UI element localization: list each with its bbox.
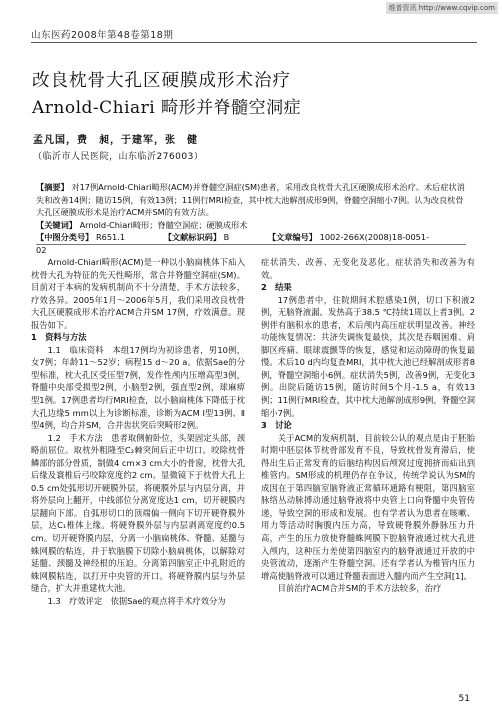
keywords-text: Arnold-Chiari畸形；脊髓空洞症；硬膜成形术	[79, 219, 248, 230]
section-heading: 1 资料与方法	[31, 332, 87, 343]
article-title-cn: 改良枕骨大孔区硬膜成形术治疗	[32, 71, 291, 91]
abstract	[36, 181, 466, 219]
clc-field: 【中图分类号】 R651.1	[36, 232, 126, 242]
keywords	[36, 219, 466, 232]
header-rule	[31, 42, 477, 43]
body-column-right	[261, 256, 475, 595]
paragraph: 症状消失、改善、无变化及恶化。症状消失和改善为有效。	[261, 257, 475, 280]
authors: 孟凡国，费 昶，于建军，张 健	[33, 135, 198, 146]
section-heading: 3 讨论	[261, 420, 292, 431]
paragraph: 目前治疗ACM合并SM的手术方法较多，治疗	[277, 583, 442, 594]
article-number-field: 【文章编号】 1002-266X(2008)18-0051-02	[36, 232, 430, 255]
section-heading: 2 结果	[261, 282, 292, 293]
paragraph: 1.3 疗效评定 依据Sae的观点将手术疗效分为	[47, 595, 226, 606]
abstract-rule	[36, 244, 466, 245]
paragraph: 17例患者中，住院期间术腔感染1例，切口下积液2例，无脑脊液漏。发热高于38.5 ℃持续1周以上者3例。2例伴有脑积水的患者，术后颅内高压症状明显改善。神经功能恢复情况：共济失调恢复最快，其次是吞咽困难、肩脚区疼痛、眼球震颤等的恢复，感觉和运动障碍的恢复最慢。术后10 d内均复查MRI，其中枕大池已经解剖成形者8例，脊髓空洞缩小6例。症状消失5例，改善9例，无变化3例。出院后随访15例，随访时间5个月-1.5 a，有效13例；11例行MRI检查，其中枕大池解剖成形9例，脊髓空洞缩小7例。	[261, 294, 475, 418]
journal-header: 山东医药2008年第48卷第18期	[31, 30, 174, 41]
paragraph: 1.1 临床资料 本组17例均为初诊患者，男10例，女7例；年龄11～52岁；病程15 d～20 a。依据Sae的分型标准，枕大孔区受压型7例，发作性颅内压增高型3例，脊髓中央部受损型2例，小脑型2例，强直型2例，球麻痹型1例。17例患者均行MRI检查，以小脑扁桃体下降低于枕大孔边缘5 mm以上为诊断标准，诊断为ACM Ⅰ型13例、Ⅱ型4例，均合并SM，合并齿状突后突畸形2例。	[31, 344, 245, 431]
article-title-en: Arnold-Chiari 畸形并脊髓空洞症	[32, 98, 302, 118]
page-number: 51	[458, 694, 470, 704]
watermark: 维普资讯 http://www.cqvip.com	[386, 2, 498, 14]
body-column-left	[31, 256, 245, 607]
abstract-label: 【摘要】	[36, 182, 69, 192]
keywords-label: 【关键词】	[36, 219, 77, 230]
paragraph: 1.2 手术方法 患者取侧俯卧位，头架固定头部，颈略前屈位。取枕外粗隆至C₂棘突间后正中切口。咬除枕骨鳞部的部分骨质，制做4 cm×3 cm大小的骨窗，枕骨大孔后缘及寰椎后弓咬除宽度约2 cm。显微镜下于枕骨大孔上0.5 cm处弧形切开硬膜外层，将硬膜外层与内层分离，并将外层向上翻开，中线部位分离宽度达1 cm，切开硬膜内层翻向下部。自弧形切口的顶端偏一侧向下切开硬脊膜外层，达C₁椎体上缘。将硬脊膜外层与内层剥离宽度约0.5 cm。切开硬脊膜内层，分离一小脑扁桃体、脊髓、延髓与蛛网膜的粘连，并于软脑膜下切除小脑扁桃体，以解除对延髓、颈髓及神经根的压迫。分离第四脑室正中孔附近的蛛网膜粘连，以打开中央管的开口。将硬脊膜内层与外层缝合，扩大并重建枕大池。	[31, 432, 246, 594]
paragraph: Arnold-Chiari畸形(ACM)是一种以小脑扁桃体下疝入枕骨大孔为特征的先天性畸形，常合并脊髓空洞症(SM)。目前对于本病的发病机制尚不十分清楚，手术方法较多，疗效各异。2005年1月～2006年5月，我们采用改良枕骨大孔区硬膜成形术治疗ACM合并SM 17例，疗效满意。现报告如下。	[31, 257, 245, 330]
affiliation: （临沂市人民医院，山东临沂276003）	[33, 152, 204, 162]
paragraph: 关于ACM的发病机制，目前较公认的观点是由于胚胎时期中胚层体节枕骨部发育不良，导致枕骨发育滞后，使得出生后正常发育的后脑结构因后颅窝过度拥挤而疝出到椎管内。SM形成的机理仍存在争议，传统学说认为SM的成因在于第四脑室脑脊液正常循环通路有梗阻，第四脑室脉络丛动脉搏动通过脑脊液将中央管上口向脊髓中央管传递，导致空洞的形成和发展。也有学者认为患者在咳嗽、用力等活动时胸腹内压力高，导致硬脊膜外静脉压力升高，产生的压力放使脊髓蛛网膜下腔脑脊液通过枕大孔进入颅内，这种压力差使第四脑室内的脑脊液通过开放的中央管流动，逐渐产生脊髓空洞。还有学者认为椎管内压力增高使脑脊液可以通过脊髓表面进入髓内而产生空洞[1]。	[261, 432, 475, 581]
abstract-text: 对17例Arnold-Chiari畸形(ACM)并脊髓空洞症(SM)患者，采用改良枕骨大孔区硬膜成形术治疗。术后症状消失和改善14例；随访15例，有效13例；11例行MRI检查，其中枕大池解剖成形9例，脊髓空洞缩小7例。认为改良枕骨大孔区硬膜成形术是治疗ACM并SM的有效方法。	[36, 182, 465, 217]
doc-code-field: 【文献标识码】 B	[163, 232, 230, 242]
